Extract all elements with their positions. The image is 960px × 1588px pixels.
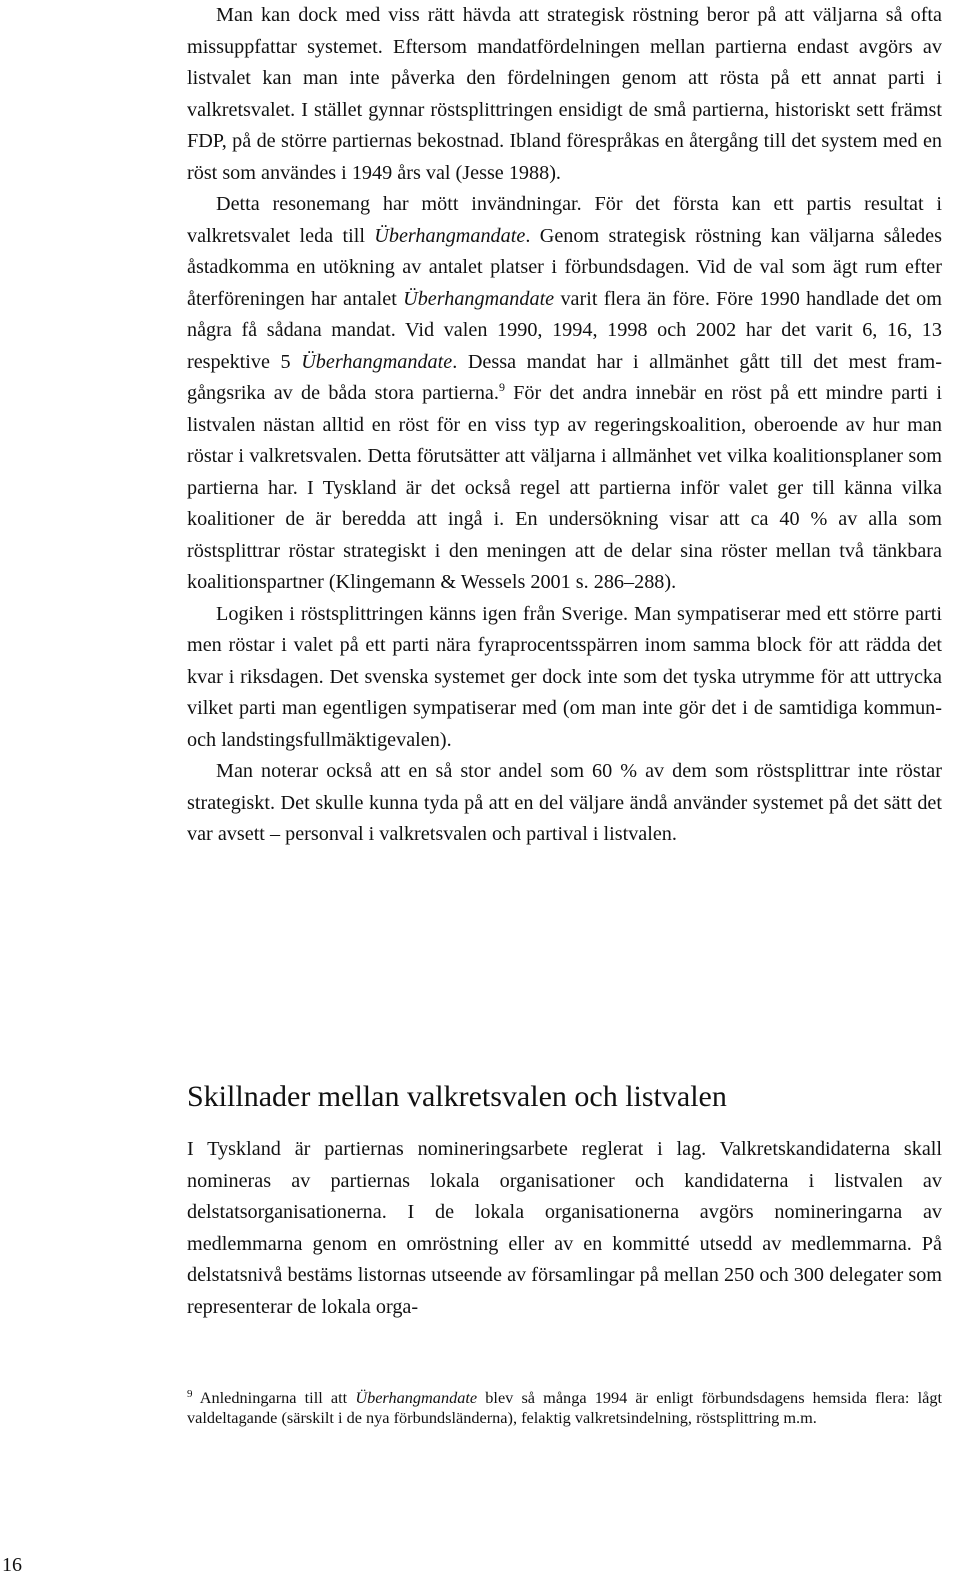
paragraph-non-strategic (187, 756, 942, 851)
body-text-block-2 (187, 1134, 942, 1323)
footnote-text: blev så många 1994 är enligt förbundsdagens hemsida flera: lågt valdeltagande (särskilt i de nya förbundsländerna), felaktig valkretsindelning, röstsplittring m.m. (187, 1388, 942, 1427)
paragraph-sweden-logic (187, 599, 942, 757)
paragraph-text: Logiken i röstsplittringen känns igen från Sverige. Man sympatiserar med ett större parti men röstar i valet på ett parti nära fyraprocentsspärren inom samma block för att rädda det kvar i riksdagen. Det svenska systemet ger dock inte som det tyska utrymme för att uttrycka vilket parti man egentligen sympatiserar med (om man inte gör det i de samtidiga kommun- och landstingsfullmäktigevalen). (187, 602, 942, 751)
paragraph-text: För det andra innebär en röst på ett mindre parti i listvalen nästan alltid en röst för en viss typ av regeringskoalition, oberoende av hur man röstar i valkretsvalen. Detta förutsätter att väljarna i allmänhet vet vilka koalitionsplaner som partierna har. I Tyskland är det också regel att partierna inför valet ger till känna vilka koalitioner de är beredda att ingå i. En undersökning visar att ca 40 % av alla som röstsplittrar röstar strategiskt i den meningen att de delar sina röster mellan två tänkbara koalitionspartner (Klingemann & Wessels 2001 s. 286–288). (187, 382, 943, 593)
italic-term: Überhangmandate (355, 1388, 478, 1407)
paragraph-text: varit flera än före. Före 1990 handlade det om några få sådana mandat. Vid valen 1990, 1994, 1998 och 2002 har det varit 6, 16, 13 respektive 5 (187, 287, 942, 373)
footnote-marker: 9 (187, 1388, 193, 1400)
paragraph-text: Detta resonemang har mött invändningar. För det första kan ett partis resultat i valkretsvalet leda till (187, 193, 942, 247)
footnote-reference[interactable]: 9 (498, 380, 505, 394)
paragraph-text: I Tyskland är partiernas nomineringsarbete reglerat i lag. Valkretskandidaterna skall nomineras av partiernas lokala organisationer och kandidaterna i listvalen av delstatsorganisationerna. I de lokala organisationerna avgörs nomineringarna av medlemmarna genom en omröstning eller av en kommitté utsedd av medlemmarna. På delstatsnivå bestäms listornas utseende av församlingar på mellan 250 och 300 delegater som representerar de lokala orga- (187, 1138, 942, 1318)
footnote-9 (187, 1388, 942, 1428)
paragraph-nomination (187, 1134, 942, 1323)
italic-term: Überhangmandate (301, 350, 453, 373)
section-heading: Skillnader mellan valkretsvalen och listvalen (187, 1080, 727, 1113)
italic-term: Überhangmandate (374, 224, 526, 247)
paragraph-text: . Dessa mandat har i allmänhet gått till det mest framgångsrika av de båda stora partierna. (187, 350, 942, 404)
footnote-text: Anledningarna till att (192, 1388, 356, 1407)
page-number: 16 (2, 1554, 22, 1576)
paragraph-text: . Genom strategisk röstning kan väljarna således åstadkomma en utökning av antalet platser i förbundsdagen. Vid de val som ägt rum efter återföreningen har antalet (187, 224, 942, 310)
paragraph-text: Man kan dock med viss rätt hävda att strategisk röstning beror på att väljarna så ofta missuppfattar systemet. Eftersom mandatfördelningen mellan partierna endast avgörs av listvalet kan man inte påverka den fördelningen genom att rösta på ett annat parti i valkretsvalet. I stället gynnar röstsplittringen ensidigt de små partierna, historiskt sett främst FDP, på de större partiernas bekostnad. Ibland förespråkas en återgång till det system med en röst som användes i 1949 års val (Jesse 1988). (187, 4, 942, 184)
italic-term: Überhangmandate (403, 287, 555, 310)
paragraph-strategic-voting (187, 0, 942, 189)
body-text-block-1 (187, 0, 942, 851)
paragraph-text: Man noterar också att en så stor andel som 60 % av dem som röstsplittrar inte röstar strategiskt. Det skulle kunna tyda på att en del väljare ändå använder systemet på det sätt det var avsett – personval i valkretsvalen och partival i listvalen. (187, 760, 942, 845)
paragraph-objections (187, 189, 942, 599)
